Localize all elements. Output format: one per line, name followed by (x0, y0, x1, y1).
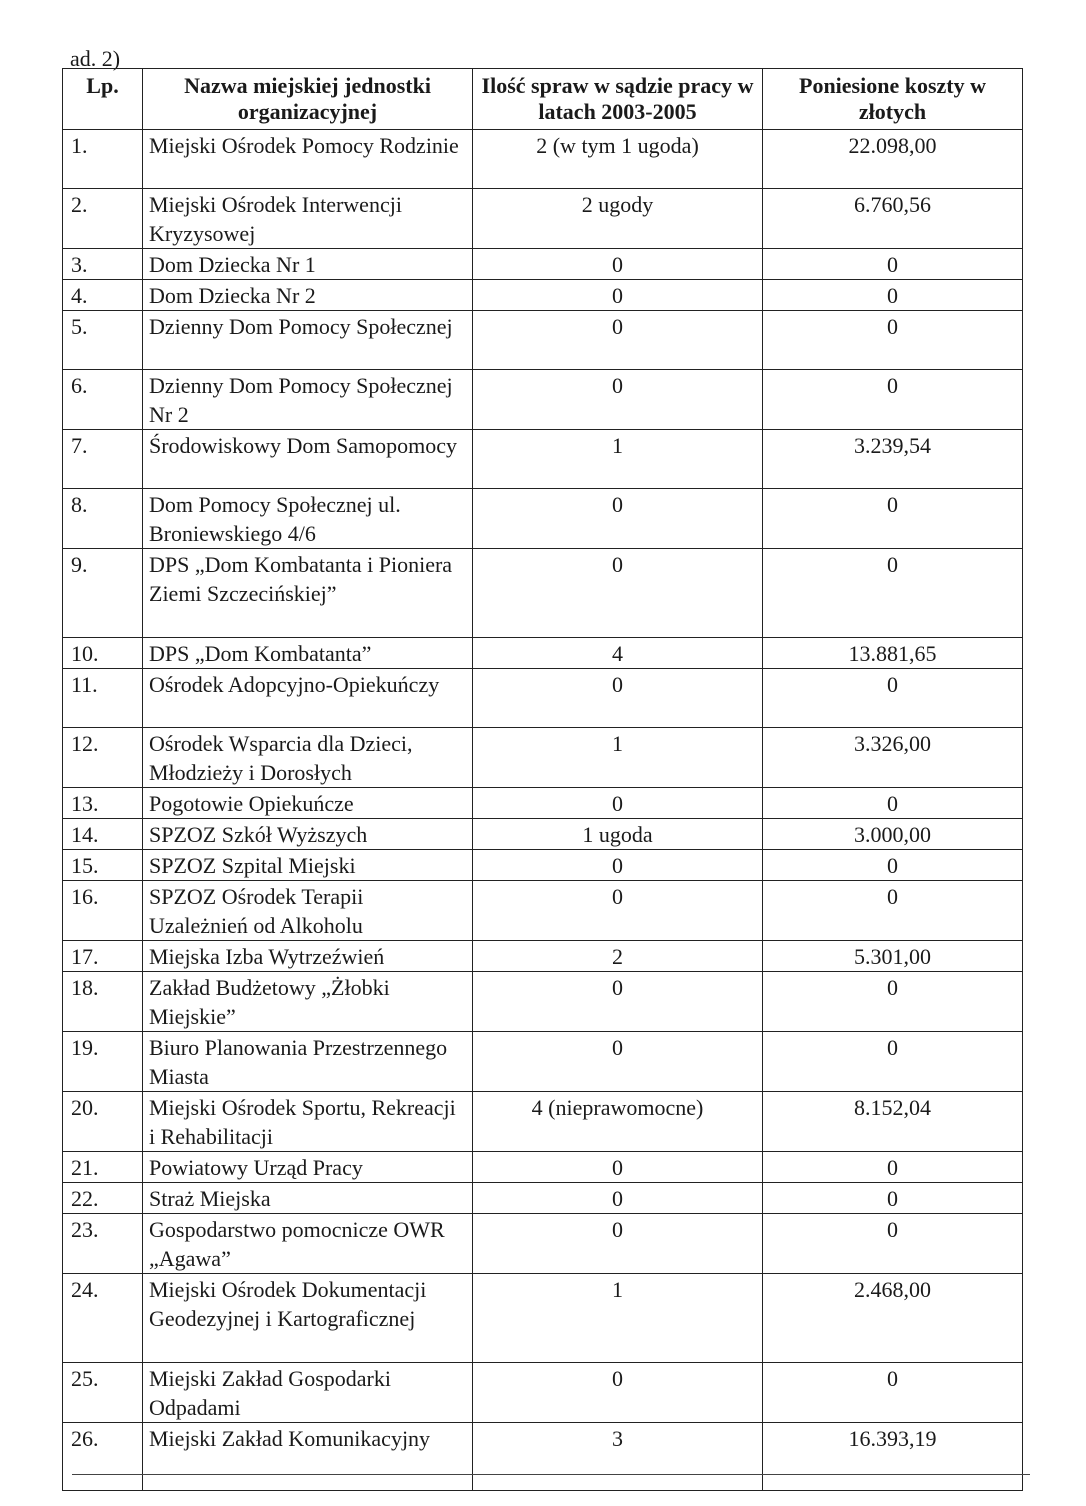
cost-amount: 3.326,00 (763, 728, 1023, 788)
cost-amount: 0 (763, 249, 1023, 280)
case-count: 0 (473, 311, 763, 370)
table-row (63, 430, 1023, 489)
cost-amount: 3.000,00 (763, 819, 1023, 850)
unit-name: Zakład Budżetowy „Żłobki Miejskie” (143, 972, 473, 1032)
cost-amount: 0 (763, 850, 1023, 881)
case-count: 0 (473, 788, 763, 819)
unit-name: Miejski Ośrodek Pomocy Rodzinie (143, 130, 473, 189)
cost-amount: 0 (763, 370, 1023, 430)
table-row (63, 1032, 1023, 1092)
case-count: 0 (473, 1363, 763, 1423)
cost-amount: 0 (763, 881, 1023, 941)
case-count: 1 (473, 430, 763, 489)
case-count: 0 (473, 549, 763, 638)
cost-amount: 0 (763, 1214, 1023, 1274)
case-count: 0 (473, 850, 763, 881)
unit-name: SPZOZ Szkół Wyższych (143, 819, 473, 850)
table-row (63, 189, 1023, 249)
unit-name: Straż Miejska (143, 1183, 473, 1214)
case-count: 1 (473, 728, 763, 788)
row-number: 10. (63, 638, 143, 669)
case-count: 0 (473, 881, 763, 941)
unit-name: DPS „Dom Kombatanta i Pioniera Ziemi Szczecińskiej” (143, 549, 473, 638)
document-reference: ad. 2) (70, 46, 121, 71)
cost-amount: 0 (763, 1363, 1023, 1423)
row-number: 16. (63, 881, 143, 941)
court-cases-table (62, 68, 1023, 1491)
row-number: 22. (63, 1183, 143, 1214)
unit-name: Miejski Zakład Komunikacyjny (143, 1423, 473, 1491)
header-case-count: Ilość spraw w sądzie pracy w latach 2003-2005 (473, 69, 763, 130)
header-unit-name: Nazwa miejskiej jednostki organizacyjnej (143, 69, 473, 130)
table-row (63, 1214, 1023, 1274)
case-count: 2 ugody (473, 189, 763, 249)
unit-name: Gospodarstwo pomocnicze OWR „Agawa” (143, 1214, 473, 1274)
table-row (63, 1363, 1023, 1423)
case-count: 0 (473, 669, 763, 728)
case-count: 1 (473, 1274, 763, 1363)
case-count: 0 (473, 972, 763, 1032)
table-row (63, 489, 1023, 549)
case-count: 0 (473, 280, 763, 311)
unit-name: Ośrodek Wsparcia dla Dzieci, Młodzieży i Dorosłych (143, 728, 473, 788)
cost-amount: 0 (763, 280, 1023, 311)
cost-amount: 0 (763, 1152, 1023, 1183)
case-count: 0 (473, 1032, 763, 1092)
case-count: 0 (473, 1183, 763, 1214)
table-row (63, 249, 1023, 280)
cost-amount: 3.239,54 (763, 430, 1023, 489)
table-row (63, 850, 1023, 881)
table-row (63, 881, 1023, 941)
row-number: 17. (63, 941, 143, 972)
table-row (63, 370, 1023, 430)
unit-name: Ośrodek Adopcyjno-Opiekuńczy (143, 669, 473, 728)
table-row (63, 728, 1023, 788)
unit-name: Środowiskowy Dom Samopomocy (143, 430, 473, 489)
cost-amount: 5.301,00 (763, 941, 1023, 972)
row-number: 25. (63, 1363, 143, 1423)
unit-name: SPZOZ Ośrodek Terapii Uzależnień od Alkoholu (143, 881, 473, 941)
table-row (63, 819, 1023, 850)
unit-name: Dom Pomocy Społecznej ul. Broniewskiego 4/6 (143, 489, 473, 549)
row-number: 4. (63, 280, 143, 311)
unit-name: Miejski Ośrodek Dokumentacji Geodezyjnej i Kartograficznej (143, 1274, 473, 1363)
cost-amount: 6.760,56 (763, 189, 1023, 249)
unit-name: Dom Dziecka Nr 1 (143, 249, 473, 280)
header-lp: Lp. (63, 69, 143, 130)
row-number: 18. (63, 972, 143, 1032)
row-number: 24. (63, 1274, 143, 1363)
table-row (63, 788, 1023, 819)
unit-name: Dzienny Dom Pomocy Społecznej Nr 2 (143, 370, 473, 430)
row-number: 7. (63, 430, 143, 489)
cost-amount: 0 (763, 311, 1023, 370)
row-number: 5. (63, 311, 143, 370)
page-bottom-rule (72, 1474, 1030, 1475)
row-number: 2. (63, 189, 143, 249)
cost-amount: 16.393,19 (763, 1423, 1023, 1491)
table-row (63, 280, 1023, 311)
table-row (63, 1274, 1023, 1363)
unit-name: Dom Dziecka Nr 2 (143, 280, 473, 311)
unit-name: Dzienny Dom Pomocy Społecznej (143, 311, 473, 370)
case-count: 2 (473, 941, 763, 972)
table-row (63, 1423, 1023, 1491)
unit-name: DPS „Dom Kombatanta” (143, 638, 473, 669)
table-row (63, 1183, 1023, 1214)
row-number: 6. (63, 370, 143, 430)
row-number: 12. (63, 728, 143, 788)
case-count: 0 (473, 370, 763, 430)
case-count: 0 (473, 1214, 763, 1274)
cost-amount: 0 (763, 669, 1023, 728)
row-number: 13. (63, 788, 143, 819)
case-count: 0 (473, 249, 763, 280)
row-number: 19. (63, 1032, 143, 1092)
row-number: 26. (63, 1423, 143, 1491)
cost-amount: 0 (763, 788, 1023, 819)
table-row (63, 311, 1023, 370)
table-row (63, 638, 1023, 669)
case-count: 0 (473, 489, 763, 549)
cost-amount: 2.468,00 (763, 1274, 1023, 1363)
unit-name: Biuro Planowania Przestrzennego Miasta (143, 1032, 473, 1092)
unit-name: SPZOZ Szpital Miejski (143, 850, 473, 881)
unit-name: Pogotowie Opiekuńcze (143, 788, 473, 819)
row-number: 21. (63, 1152, 143, 1183)
row-number: 14. (63, 819, 143, 850)
case-count: 2 (w tym 1 ugoda) (473, 130, 763, 189)
row-number: 20. (63, 1092, 143, 1152)
table-row (63, 130, 1023, 189)
case-count: 3 (473, 1423, 763, 1491)
row-number: 9. (63, 549, 143, 638)
row-number: 11. (63, 669, 143, 728)
row-number: 3. (63, 249, 143, 280)
table-row (63, 549, 1023, 638)
table-header-row (63, 69, 1023, 130)
row-number: 1. (63, 130, 143, 189)
case-count: 0 (473, 1152, 763, 1183)
cost-amount: 0 (763, 549, 1023, 638)
case-count: 1 ugoda (473, 819, 763, 850)
row-number: 15. (63, 850, 143, 881)
cost-amount: 22.098,00 (763, 130, 1023, 189)
cost-amount: 0 (763, 972, 1023, 1032)
cost-amount: 13.881,65 (763, 638, 1023, 669)
row-number: 23. (63, 1214, 143, 1274)
table-row (63, 1092, 1023, 1152)
cost-amount: 0 (763, 1183, 1023, 1214)
cost-amount: 8.152,04 (763, 1092, 1023, 1152)
unit-name: Miejski Zakład Gospodarki Odpadami (143, 1363, 473, 1423)
table-row (63, 669, 1023, 728)
case-count: 4 (473, 638, 763, 669)
table-row (63, 972, 1023, 1032)
case-count: 4 (nieprawomocne) (473, 1092, 763, 1152)
cost-amount: 0 (763, 1032, 1023, 1092)
unit-name: Powiatowy Urząd Pracy (143, 1152, 473, 1183)
cost-amount: 0 (763, 489, 1023, 549)
table-row (63, 941, 1023, 972)
row-number: 8. (63, 489, 143, 549)
unit-name: Miejski Ośrodek Interwencji Kryzysowej (143, 189, 473, 249)
unit-name: Miejska Izba Wytrzeźwień (143, 941, 473, 972)
table-row (63, 1152, 1023, 1183)
unit-name: Miejski Ośrodek Sportu, Rekreacji i Rehabilitacji (143, 1092, 473, 1152)
header-costs: Poniesione koszty w złotych (763, 69, 1023, 130)
